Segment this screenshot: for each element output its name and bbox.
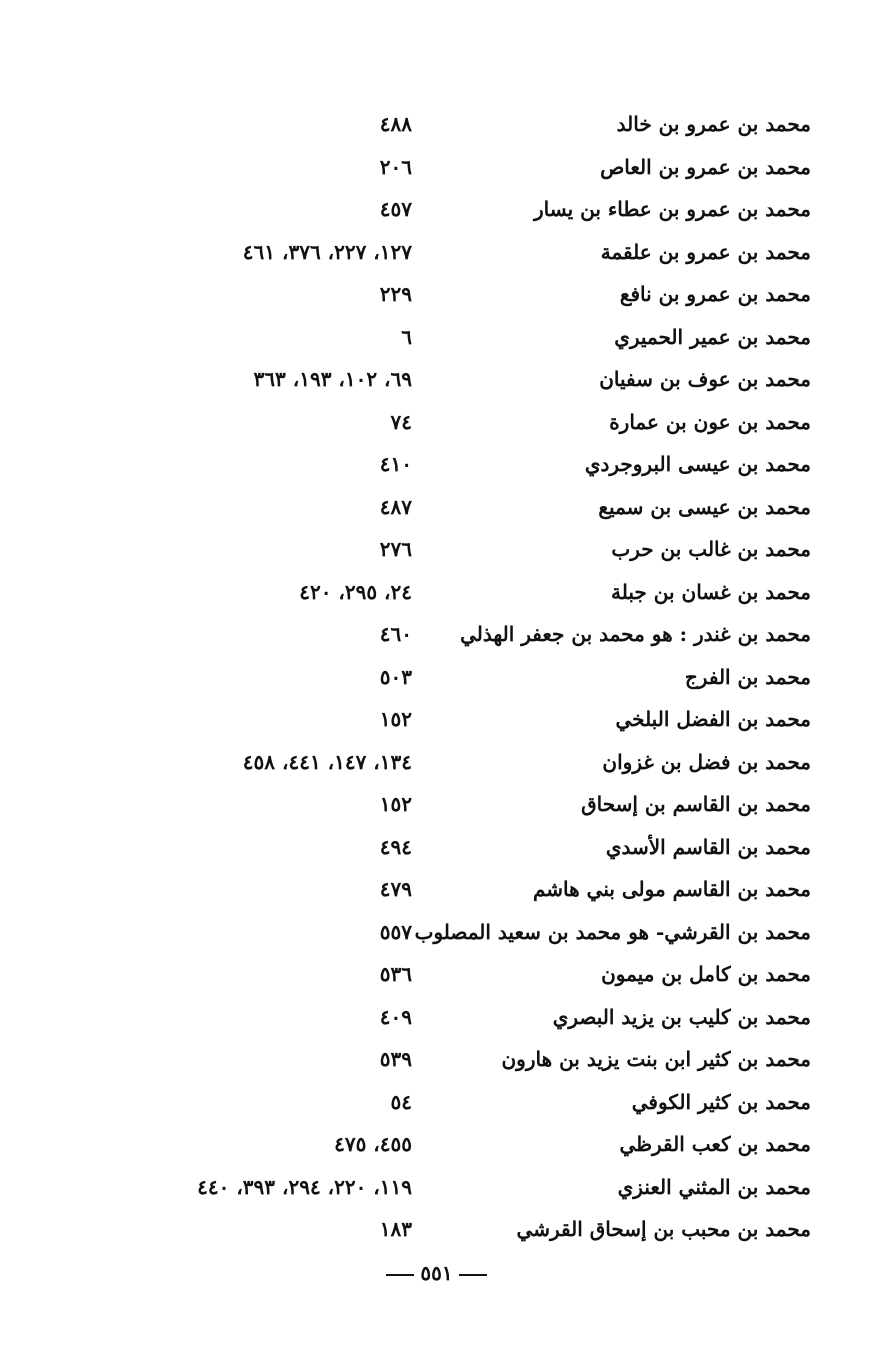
entry-page-numbers: ١٥٢	[379, 792, 412, 816]
entry-page-numbers: ٤٨٨	[379, 112, 412, 136]
index-entry	[0, 657, 873, 700]
entry-name: محمد بن عمير الحميري	[614, 324, 811, 349]
footer-dash-right	[459, 1274, 487, 1276]
index-entry	[0, 232, 873, 275]
entry-name: محمد بن عيسى بن سميع	[598, 494, 811, 519]
entry-name: محمد بن القاسم الأسدي	[605, 834, 811, 859]
index-entry	[0, 104, 873, 147]
entry-page-numbers: ٥٠٣	[379, 664, 412, 689]
index-entry	[0, 784, 873, 827]
index-entry	[0, 742, 873, 785]
entry-name: محمد بن كثير ابن بنت يزيد بن هارون	[501, 1047, 811, 1071]
entry-page-numbers: ٦٩، ١٠٢، ١٩٣، ٣٦٣	[253, 367, 412, 391]
entry-page-numbers: ١٥٢	[379, 707, 412, 731]
entry-page-numbers: ٤٥٥، ٤٧٥	[334, 1132, 412, 1156]
entry-name: محمد بن عمرو بن نافع	[619, 282, 811, 306]
entry-page-numbers: ٤٩٤	[379, 834, 412, 859]
entry-name: محمد بن الفرج	[684, 664, 811, 689]
page-number: ٥٥١	[420, 1261, 453, 1285]
index-entry	[0, 1124, 873, 1167]
entry-page-numbers: ٤٠٩	[379, 1004, 412, 1029]
entry-name: محمد بن غسان بن جبلة	[611, 579, 811, 604]
entry-page-numbers: ٢٧٦	[379, 537, 412, 561]
entry-page-numbers: ١١٩، ٢٢٠، ٢٩٤، ٣٩٣، ٤٤٠	[197, 1174, 412, 1199]
entry-page-numbers: ١٢٧، ٢٢٧، ٣٧٦، ٤٦١	[242, 239, 412, 264]
index-entry	[0, 997, 873, 1040]
entry-page-numbers: ٥٣٩	[379, 1047, 412, 1071]
entry-name: محمد بن غندر : هو محمد بن جعفر الهذلي	[460, 622, 811, 646]
index-entry	[0, 147, 873, 190]
index-entry	[0, 189, 873, 232]
entry-name: محمد بن عمرو بن العاص	[600, 154, 811, 179]
entry-page-numbers: ٢٢٩	[379, 282, 412, 306]
index-entry	[0, 274, 873, 317]
entry-name: محمد بن غالب بن حرب	[611, 537, 811, 561]
entry-page-numbers: ٤٥٧	[379, 197, 412, 221]
entry-page-numbers: ٤١٠	[379, 452, 412, 476]
index-entry	[0, 1039, 873, 1082]
index-entry	[0, 359, 873, 402]
index-entry	[0, 1209, 873, 1252]
index-entry	[0, 529, 873, 572]
entry-page-numbers: ٦	[401, 324, 412, 349]
entry-name: محمد بن عوف بن سفيان	[599, 367, 811, 391]
index-entry	[0, 954, 873, 997]
entry-page-numbers: ٥٣٦	[379, 962, 412, 986]
entry-page-numbers: ١٨٣	[379, 1217, 412, 1241]
index-entry	[0, 402, 873, 445]
index-entry	[0, 444, 873, 487]
index-entry	[0, 614, 873, 657]
entry-name: محمد بن القاسم بن إسحاق	[581, 792, 811, 816]
entry-name: محمد بن عيسى البروجردي	[584, 452, 811, 476]
entry-page-numbers: ٢٠٦	[379, 154, 412, 179]
entry-page-numbers: ٤٨٧	[379, 494, 412, 519]
index-entry	[0, 1167, 873, 1210]
entry-page-numbers: ١٣٤، ١٤٧، ٤٤١، ٤٥٨	[242, 749, 412, 774]
entry-name: محمد بن عون بن عمارة	[609, 409, 811, 434]
index-entry	[0, 317, 873, 360]
footer-dash-left	[386, 1274, 414, 1276]
entry-name: محمد بن القرشي- هو محمد بن سعيد المصلوب	[414, 919, 811, 944]
index-entry	[0, 912, 873, 955]
index-entry	[0, 572, 873, 615]
entry-name: محمد بن كليب بن يزيد البصري	[552, 1004, 811, 1029]
entry-name: محمد بن كعب القرظي	[619, 1132, 811, 1156]
entry-name: محمد بن عمرو بن خالد	[616, 112, 811, 136]
page-footer	[0, 1258, 873, 1288]
entry-name: محمد بن عمرو بن عطاء بن يسار	[533, 197, 811, 221]
entry-page-numbers: ٧٤	[390, 409, 412, 434]
index-list	[0, 104, 873, 1252]
index-entry	[0, 1082, 873, 1125]
entry-name: محمد بن فضل بن غزوان	[602, 749, 811, 774]
entry-name: محمد بن القاسم مولى بني هاشم	[532, 877, 811, 901]
index-entry	[0, 487, 873, 530]
entry-page-numbers: ٢٤، ٢٩٥، ٤٢٠	[299, 579, 412, 604]
entry-name: محمد بن كثير الكوفي	[631, 1089, 811, 1114]
entry-page-numbers: ٥٥٧	[379, 919, 412, 944]
entry-page-numbers: ٤٧٩	[379, 877, 412, 901]
entry-name: محمد بن المثني العنزي	[617, 1174, 811, 1199]
entry-page-numbers: ٥٤	[390, 1089, 412, 1114]
entry-page-numbers: ٤٦٠	[379, 622, 412, 646]
index-entry	[0, 827, 873, 870]
index-entry	[0, 699, 873, 742]
entry-name: محمد بن عمرو بن علقمة	[600, 239, 811, 264]
index-entry	[0, 869, 873, 912]
entry-name: محمد بن الفضل البلخي	[615, 707, 811, 731]
entry-name: محمد بن كامل بن ميمون	[601, 962, 811, 986]
entry-name: محمد بن محبب بن إسحاق القرشي	[516, 1217, 811, 1241]
